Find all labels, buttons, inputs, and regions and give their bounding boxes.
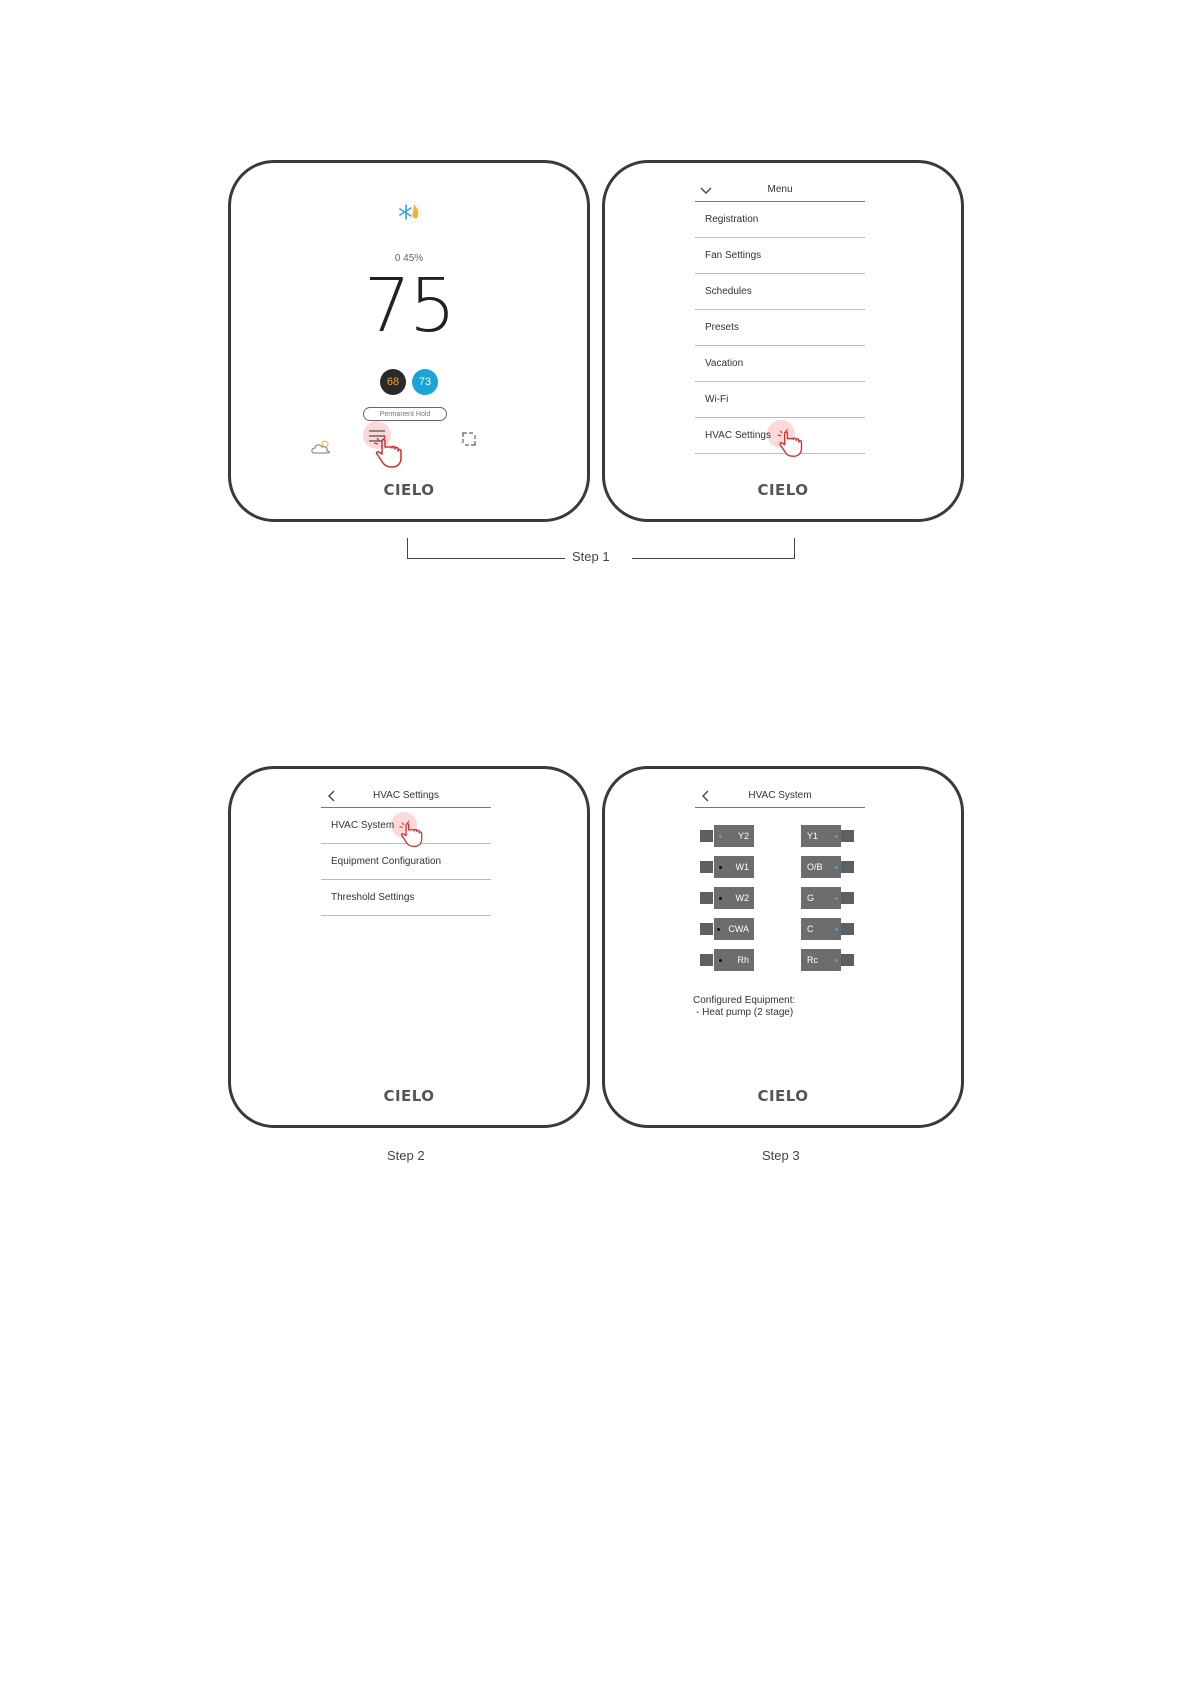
configured-equipment-title: Configured Equipment: [693, 995, 796, 1006]
menu-screen [602, 160, 964, 522]
chevron-left-icon[interactable] [325, 789, 339, 803]
terminal-ob: O/B [801, 856, 841, 878]
menu-item-presets[interactable]: Presets [695, 310, 865, 346]
main-menu [695, 179, 865, 454]
terminal-g: G [801, 887, 841, 909]
wire-plug [700, 954, 713, 966]
chevron-left-icon[interactable] [699, 789, 713, 803]
menu-item-registration[interactable]: Registration [695, 202, 865, 238]
menu-item-equipment-configuration[interactable]: Equipment Configuration [321, 844, 491, 880]
hold-mode-pill[interactable]: Permanent Hold [363, 407, 447, 421]
wire-plug [700, 892, 713, 904]
brand-logo: CIELO [757, 481, 809, 499]
wire-plug [841, 923, 854, 935]
hvac-settings-title: HVAC Settings [373, 790, 439, 801]
configured-equipment [693, 995, 795, 1019]
menu-item-threshold-settings[interactable]: Threshold Settings [321, 880, 491, 916]
step-1-label: Step 1 [572, 549, 610, 564]
bracket-bottom-left [407, 558, 565, 559]
heat-setpoint[interactable]: 68 [380, 369, 406, 395]
terminal-w1: W1 [714, 856, 754, 878]
setpoints [231, 369, 587, 395]
pointer-hand-icon [775, 428, 805, 458]
step-3-label: Step 3 [762, 1148, 800, 1163]
menu-item-fan-settings[interactable]: Fan Settings [695, 238, 865, 274]
weather-icon[interactable] [311, 439, 333, 455]
cool-setpoint[interactable]: 73 [412, 369, 438, 395]
configured-equipment-detail: - Heat pump (2 stage) [696, 1007, 794, 1018]
humidity-readout: 0 45% [394, 253, 424, 264]
bracket-left [407, 538, 408, 558]
brand-logo: CIELO [383, 481, 435, 499]
brand-logo: CIELO [383, 1087, 435, 1105]
wire-plug [841, 830, 854, 842]
wire-plug [700, 830, 713, 842]
bracket-bottom-right [632, 558, 795, 559]
step-2-label: Step 2 [387, 1148, 425, 1163]
terminal-y1: Y1 [801, 825, 841, 847]
menu-item-hvac-system-label: HVAC System [331, 820, 395, 831]
wire-plug [841, 861, 854, 873]
terminal-rh: Rh [714, 949, 754, 971]
menu-title: Menu [767, 184, 793, 195]
terminal-cwa: CWA [714, 918, 754, 940]
wire-plug [841, 892, 854, 904]
wire-plug [700, 923, 713, 935]
chevron-down-icon[interactable] [699, 183, 713, 197]
heat-cool-mode-icon [397, 199, 423, 225]
menu-header [695, 179, 865, 202]
menu-item-hvac-settings-label: HVAC Settings [705, 430, 771, 441]
hvac-settings-header [321, 785, 491, 808]
menu-item-schedules[interactable]: Schedules [695, 274, 865, 310]
hvac-system-title: HVAC System [748, 790, 812, 801]
terminal-w2: W2 [714, 887, 754, 909]
brand-logo: CIELO [757, 1087, 809, 1105]
hvac-system-panel [695, 785, 865, 808]
wire-plug [841, 954, 854, 966]
hvac-system-header [695, 785, 865, 808]
expand-icon[interactable] [461, 431, 477, 447]
wiring-terminals [605, 825, 961, 975]
terminal-y2: Y2 [714, 825, 754, 847]
terminal-rc: Rc [801, 949, 841, 971]
hvac-settings-screen [228, 766, 590, 1128]
hvac-settings-menu [321, 785, 491, 916]
home-screen [228, 160, 590, 522]
wire-plug [700, 861, 713, 873]
menu-item-wifi[interactable]: Wi-Fi [695, 382, 865, 418]
terminal-c: C [801, 918, 841, 940]
menu-item-hvac-settings[interactable] [695, 418, 865, 454]
pointer-hand-icon [371, 435, 405, 469]
current-temperature: 75 [363, 263, 455, 349]
bracket-right [794, 538, 795, 558]
hvac-system-screen [602, 766, 964, 1128]
bottom-toolbar [311, 431, 511, 463]
menu-item-vacation[interactable]: Vacation [695, 346, 865, 382]
menu-item-hvac-system[interactable] [321, 808, 491, 844]
